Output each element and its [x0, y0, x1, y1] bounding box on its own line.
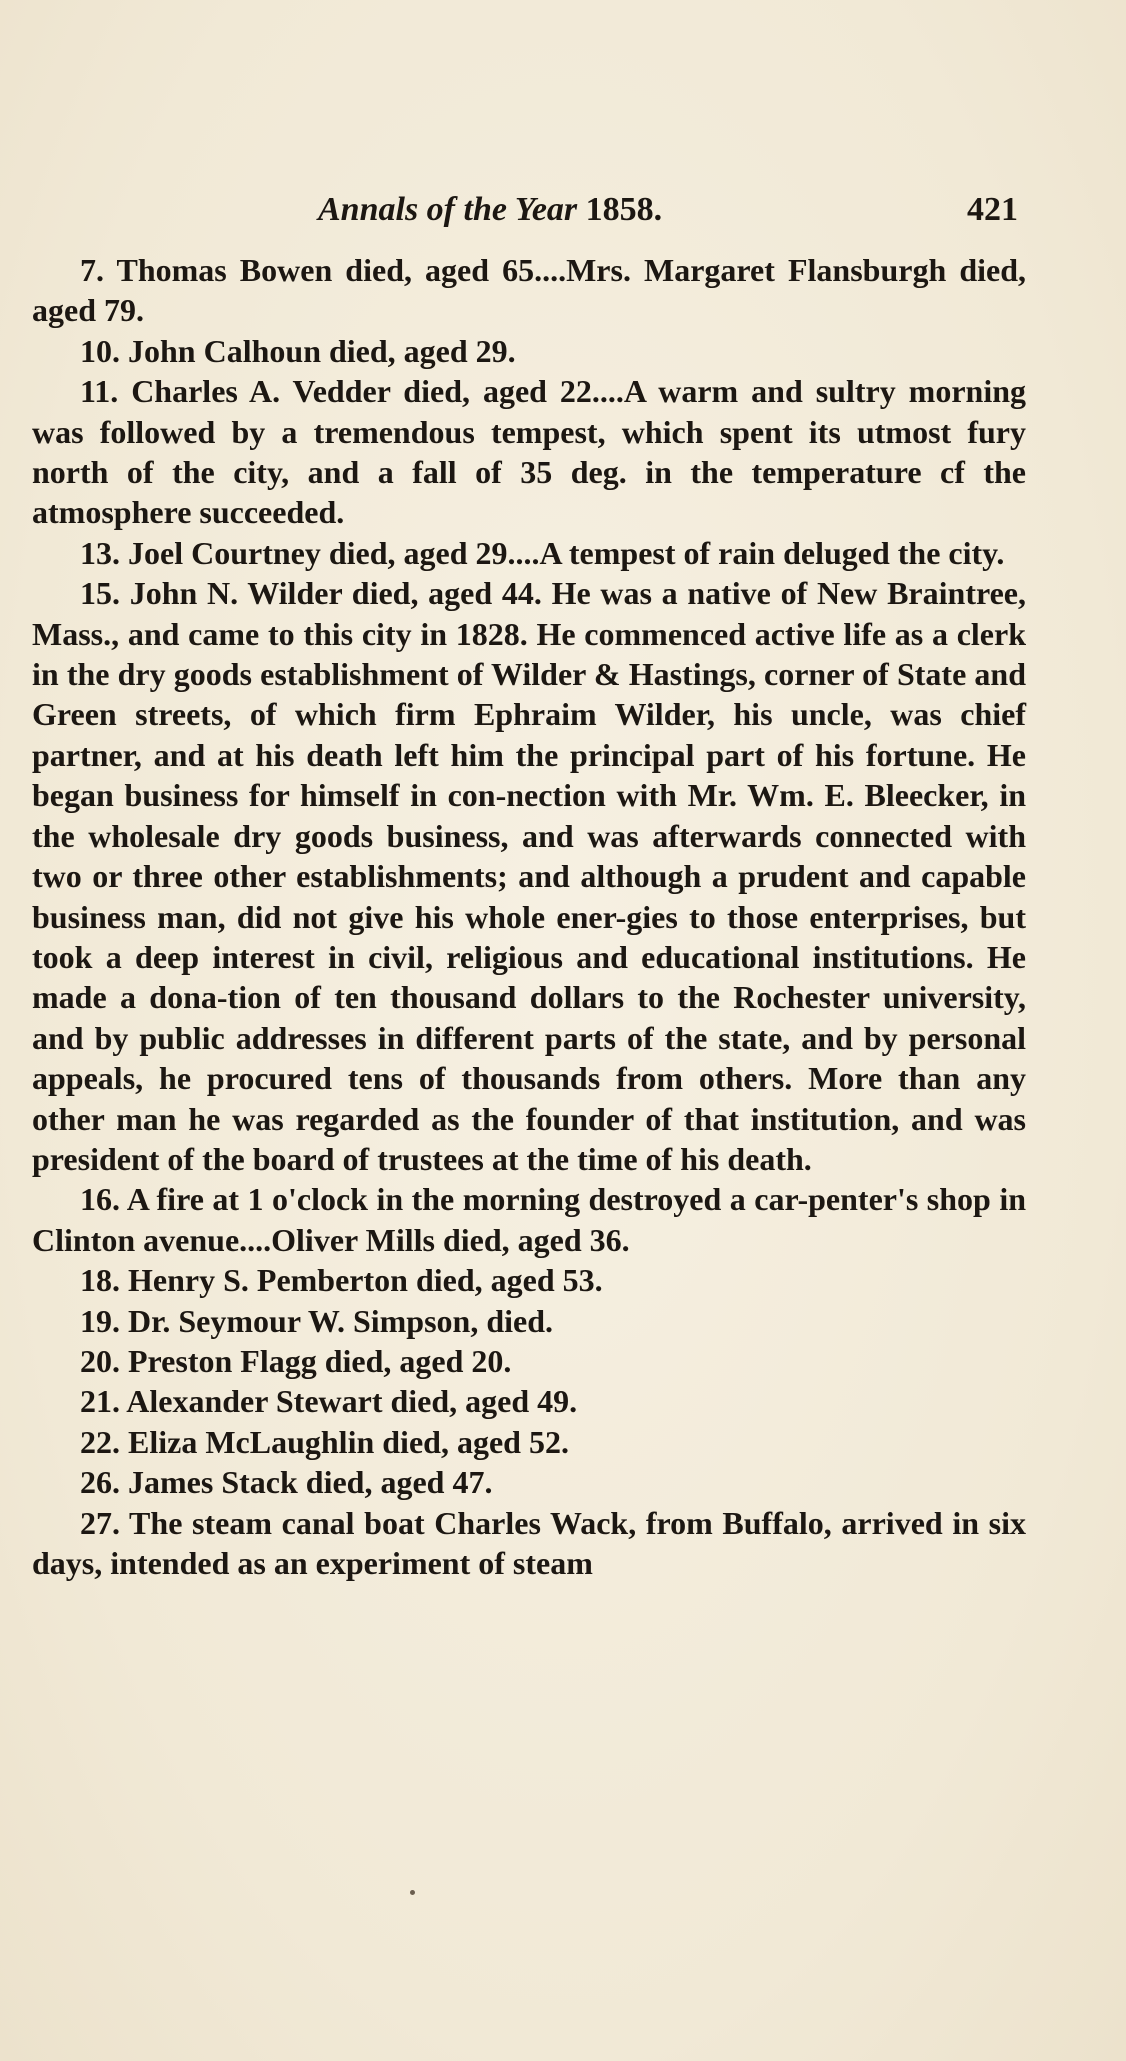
- entry-20: 20. Preston Flagg died, aged 20.: [80, 1342, 512, 1379]
- entry-27: 27. The steam canal boat Charles Wack, from Buffalo, arrived in six days, intended as an experiment of steam: [32, 1504, 1026, 1581]
- running-head-year: 1858.: [585, 191, 663, 228]
- page-number: 421: [967, 191, 1018, 228]
- running-head: [318, 188, 662, 232]
- entry-10: 10. John Calhoun died, aged 29.: [80, 332, 516, 369]
- entry-18: 18. Henry S. Pemberton died, aged 53.: [80, 1262, 603, 1299]
- entry-7: 7. Thomas Bowen died, aged 65....Mrs. Margaret Flansburgh died, aged 79.: [32, 252, 1026, 329]
- running-head-title: Annals of the Year: [318, 191, 578, 228]
- entry-15: 15. John N. Wilder died, aged 44. He was a native of New Braintree, Mass., and came to this city in 1828. He commenced active life as a clerk in the dry goods establishment of Wilder & Hastings, corner of State and Green streets, of which firm Ephraim Wilder, his uncle, was chief partner, and at his death left him the principal part of his fortune. He began business for himself in con-nection with Mr. Wm. E. Bleecker, in the wholesale dry goods business, and was afterwards connected with two or three other establishments; and although a prudent and capable business man, did not give his whole ener-gies to those enterprises, but took a deep interest in civil, religious and educational institutions. He made a dona-tion of ten thousand dollars to the Rochester university, and by public addresses in different parts of the state, and by personal appeals, he procured tens of thousands from others. More than any other man he was regarded as the founder of that institution, and was president of the board of trustees at the time of his death.: [32, 575, 1026, 1177]
- print-speck: [410, 1890, 415, 1895]
- annals-body: [32, 250, 1026, 1583]
- entry-16: 16. A fire at 1 o'clock in the morning destroyed a car-penter's shop in Clinton avenue....Oliver Mills died, aged 36.: [32, 1181, 1026, 1258]
- entry-26: 26. James Stack died, aged 47.: [80, 1464, 493, 1501]
- entry-21: 21. Alexander Stewart died, aged 49.: [80, 1383, 578, 1420]
- entry-13: 13. Joel Courtney died, aged 29....A tempest of rain deluged the city.: [80, 534, 1005, 571]
- page-header: [318, 188, 1018, 232]
- entry-11: 11. Charles A. Vedder died, aged 22....A warm and sultry morning was followed by a tremendous tempest, which spent its utmost fury north of the city, and a fall of 35 deg. in the temperature cf the atmosphere succeeded.: [32, 373, 1026, 531]
- entry-19: 19. Dr. Seymour W. Simpson, died.: [80, 1302, 554, 1339]
- entry-22: 22. Eliza McLaughlin died, aged 52.: [80, 1423, 569, 1460]
